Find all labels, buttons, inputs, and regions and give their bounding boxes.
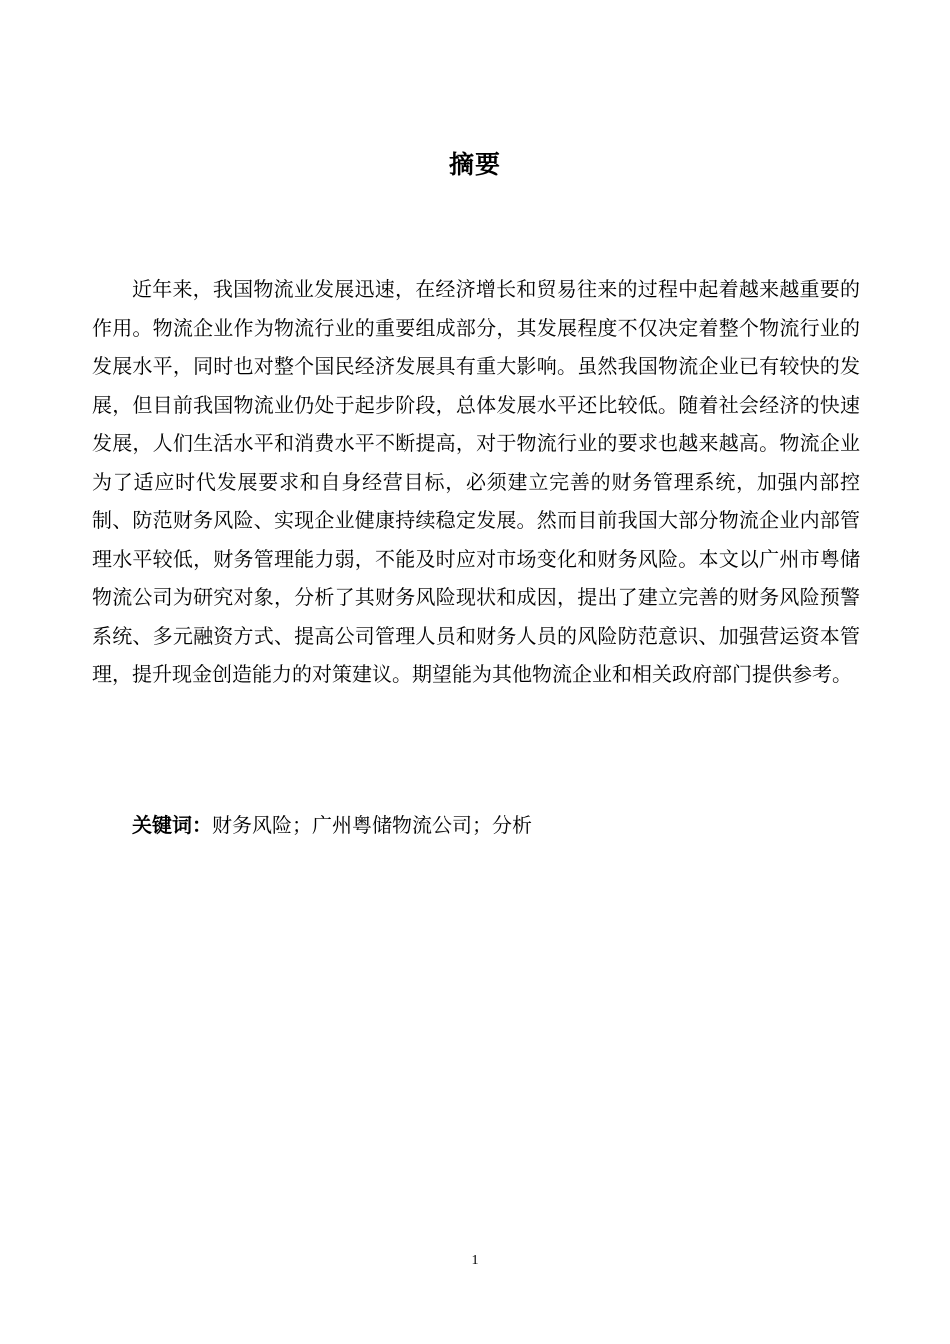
keywords-text: 财务风险；广州粤储物流公司；分析 (212, 813, 532, 837)
keywords-label: 关键词： (132, 813, 212, 837)
page-number: 1 (471, 1253, 479, 1268)
page-title: 摘要 (448, 150, 501, 179)
keywords-line (132, 806, 852, 844)
abstract-paragraph: 近年来，我国物流业发展迅速，在经济增长和贸易往来的过程中起着越来越重要的作用。物流企业作为物流行业的重要组成部分，其发展程度不仅决定着整个物流行业的发展水平，同时也对整个国民经济发展具有重大影响。虽然我国物流企业已有较快的发展，但目前我国物流业仍处于起步阶段，总体发展水平还比较低。随着社会经济的快速发展，人们生活水平和消费水平不断提高，对于物流行业的要求也越来越高。物流企业为了适应时代发展要求和自身经营目标，必须建立完善的财务管理系统，加强内部控制、防范财务风险、实现企业健康持续稳定发展。然而目前我国大部分物流企业内部管理水平较低，财务管理能力弱，不能及时应对市场变化和财务风险。本文以广州市粤储物流公司为研究对象，分析了其财务风险现状和成因，提出了建立完善的财务风险预警系统、多元融资方式、提高公司管理人员和财务人员的风险防范意识、加强营运资本管理，提升现金创造能力的对策建议。期望能为其他物流企业和相关政府部门提供参考。 (92, 277, 860, 686)
